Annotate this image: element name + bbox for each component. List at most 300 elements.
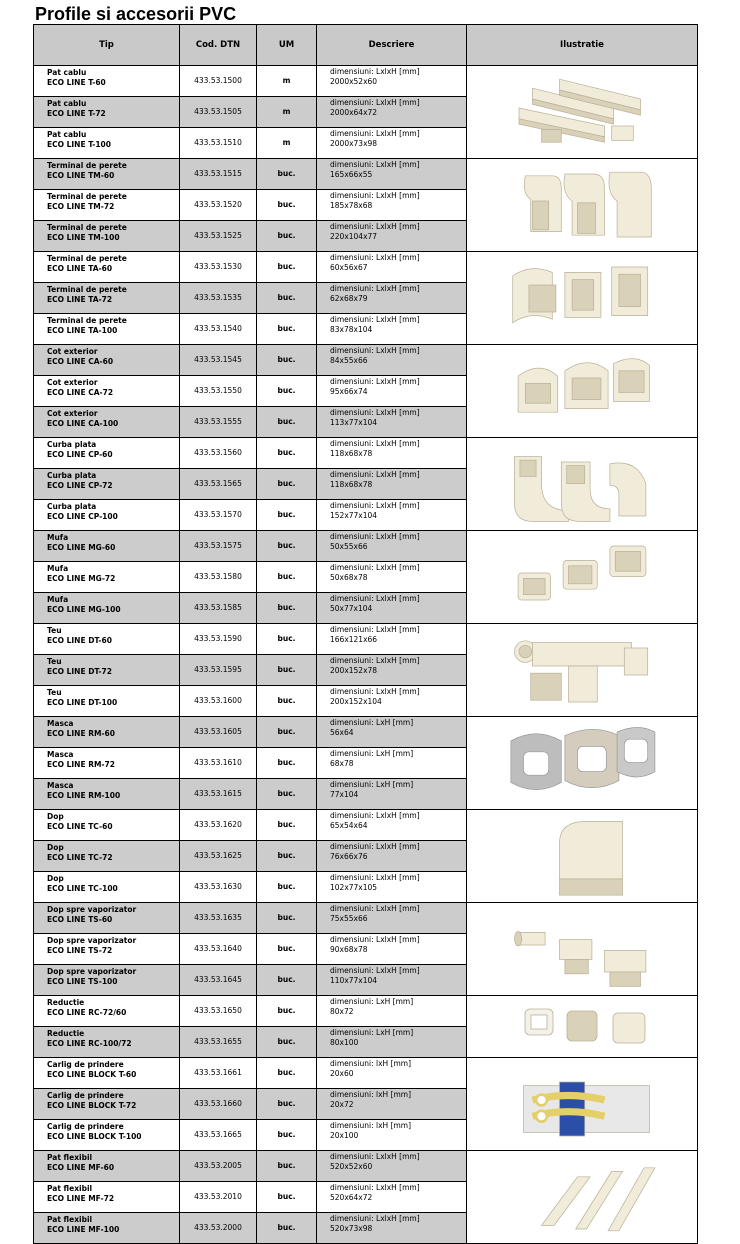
dimension-label: dimensiuni: LxlxH [mm] xyxy=(330,656,420,665)
dimension-value: 520x73x98 xyxy=(330,1224,373,1233)
product-model: ECO LINE MG-60 xyxy=(47,543,116,552)
cell-cod-dtn: 433.53.1590 xyxy=(180,624,257,655)
cell-cod-dtn: 433.53.1645 xyxy=(180,965,257,996)
product-model: ECO LINE CA-100 xyxy=(47,419,119,428)
cell-um: buc. xyxy=(257,376,317,407)
sleeve-coupling-illustration xyxy=(467,531,698,624)
cell-cod-dtn: 433.53.2000 xyxy=(180,1213,257,1244)
product-model: ECO LINE BLOCK T-100 xyxy=(47,1132,142,1141)
product-model: ECO LINE TA-60 xyxy=(47,264,113,273)
cell-um: buc. xyxy=(257,1089,317,1120)
cell-descriere xyxy=(317,717,467,748)
header-um: UM xyxy=(257,25,317,66)
product-model: ECO LINE TA-100 xyxy=(47,326,118,335)
cell-um: buc. xyxy=(257,1182,317,1213)
product-model: ECO LINE MG-100 xyxy=(47,605,121,614)
cell-um: buc. xyxy=(257,1151,317,1182)
dimension-label: dimensiuni: lxH [mm] xyxy=(330,1059,412,1068)
dimension-value: 185x78x68 xyxy=(330,201,373,210)
reducer-illustration xyxy=(467,996,698,1058)
product-model: ECO LINE TS-100 xyxy=(47,977,118,986)
product-name: Dop spre vaporizator xyxy=(47,967,137,976)
cell-um: buc. xyxy=(257,717,317,748)
dimension-value: 80x72 xyxy=(330,1007,354,1016)
cell-um: buc. xyxy=(257,841,317,872)
table-body xyxy=(34,66,698,1244)
dimension-value: 220x104x77 xyxy=(330,232,378,241)
table-row xyxy=(34,159,698,190)
cell-cod-dtn: 433.53.1505 xyxy=(180,97,257,128)
product-model: ECO LINE CA-60 xyxy=(47,357,114,366)
flexible-tray-illustration-image xyxy=(492,1157,672,1238)
cell-cod-dtn: 433.53.1535 xyxy=(180,283,257,314)
product-model: ECO LINE RM-60 xyxy=(47,729,115,738)
cell-descriere xyxy=(317,1058,467,1089)
wall-terminal-tm-illustration-image xyxy=(492,165,672,246)
cell-cod-dtn: 433.53.1610 xyxy=(180,748,257,779)
dimension-label: dimensiuni: LxlxH [mm] xyxy=(330,842,420,851)
page-title: Profile si accesorii PVC xyxy=(35,4,237,24)
product-name: Dop xyxy=(47,843,64,852)
product-model: ECO LINE MG-72 xyxy=(47,574,116,583)
wall-terminal-tm-illustration xyxy=(467,159,698,252)
dimension-label: dimensiuni: LxlxH [mm] xyxy=(330,377,420,386)
cell-cod-dtn: 433.53.1661 xyxy=(180,1058,257,1089)
cell-cod-dtn: 433.53.1500 xyxy=(180,66,257,97)
cell-cod-dtn: 433.53.1640 xyxy=(180,934,257,965)
cell-um: buc. xyxy=(257,655,317,686)
dimension-label: dimensiuni: LxlxH [mm] xyxy=(330,222,420,231)
dimension-label: dimensiuni: LxlxH [mm] xyxy=(330,1183,420,1192)
dimension-label: dimensiuni: LxlxH [mm] xyxy=(330,253,420,262)
table-row xyxy=(34,345,698,376)
mounting-clip-illustration xyxy=(467,1058,698,1151)
product-model: ECO LINE CP-72 xyxy=(47,481,113,490)
dimension-value: 166x121x66 xyxy=(330,635,378,644)
cell-tip xyxy=(34,500,180,531)
cell-cod-dtn: 433.53.1550 xyxy=(180,376,257,407)
cell-tip xyxy=(34,159,180,190)
table-row xyxy=(34,66,698,97)
table-row xyxy=(34,903,698,934)
product-model: ECO LINE TC-100 xyxy=(47,884,118,893)
product-name: Curba plata xyxy=(47,502,97,511)
product-model: ECO LINE MF-100 xyxy=(47,1225,120,1234)
product-model: ECO LINE RC-100/72 xyxy=(47,1039,132,1048)
dimension-value: 50x68x78 xyxy=(330,573,368,582)
tee-illustration-image xyxy=(492,630,672,711)
wall-terminal-ta-illustration xyxy=(467,252,698,345)
cell-descriere xyxy=(317,748,467,779)
product-model: ECO LINE TM-60 xyxy=(47,171,115,180)
cell-tip xyxy=(34,376,180,407)
product-model: ECO LINE TC-60 xyxy=(47,822,113,831)
product-model: ECO LINE DT-72 xyxy=(47,667,112,676)
table-row xyxy=(34,717,698,748)
cell-um: buc. xyxy=(257,314,317,345)
cell-tip xyxy=(34,686,180,717)
cell-um: buc. xyxy=(257,624,317,655)
product-model: ECO LINE DT-100 xyxy=(47,698,118,707)
dimension-value: 56x64 xyxy=(330,728,354,737)
cell-tip xyxy=(34,1182,180,1213)
dimension-label: dimensiuni: LxlxH [mm] xyxy=(330,594,420,603)
cell-um: m xyxy=(257,97,317,128)
cell-descriere xyxy=(317,252,467,283)
cell-cod-dtn: 433.53.1510 xyxy=(180,128,257,159)
cell-um: buc. xyxy=(257,1213,317,1244)
cell-cod-dtn: 433.53.1525 xyxy=(180,221,257,252)
dimension-value: 77x104 xyxy=(330,790,359,799)
dimension-value: 75x55x66 xyxy=(330,914,368,923)
table-row xyxy=(34,531,698,562)
product-model: ECO LINE BLOCK T-72 xyxy=(47,1101,137,1110)
dimension-label: dimensiuni: LxlxH [mm] xyxy=(330,346,420,355)
cell-descriere xyxy=(317,469,467,500)
cell-tip xyxy=(34,407,180,438)
product-name: Masca xyxy=(47,719,74,728)
dimension-label: dimensiuni: LxlxH [mm] xyxy=(330,904,420,913)
cell-um: buc. xyxy=(257,252,317,283)
dimension-label: dimensiuni: LxlxH [mm] xyxy=(330,408,420,417)
table-row xyxy=(34,438,698,469)
dimension-value: 80x100 xyxy=(330,1038,359,1047)
cell-tip xyxy=(34,1027,180,1058)
cell-cod-dtn: 433.53.1575 xyxy=(180,531,257,562)
dimension-value: 60x56x67 xyxy=(330,263,368,272)
cell-tip xyxy=(34,1151,180,1182)
product-model: ECO LINE T-60 xyxy=(47,78,106,87)
cell-tip xyxy=(34,66,180,97)
evaporator-cap-illustration-image xyxy=(492,909,672,990)
cell-descriere xyxy=(317,345,467,376)
cell-cod-dtn: 433.53.1580 xyxy=(180,562,257,593)
cell-cod-dtn: 433.53.1665 xyxy=(180,1120,257,1151)
header-ilustratie: Ilustratie xyxy=(467,25,698,66)
dimension-label: dimensiuni: LxlxH [mm] xyxy=(330,1152,420,1161)
dimension-label: dimensiuni: LxlxH [mm] xyxy=(330,873,420,882)
cell-tip xyxy=(34,345,180,376)
product-name: Curba plata xyxy=(47,471,97,480)
cell-cod-dtn: 433.53.1600 xyxy=(180,686,257,717)
cell-descriere xyxy=(317,376,467,407)
cell-tip xyxy=(34,996,180,1027)
cell-cod-dtn: 433.53.1615 xyxy=(180,779,257,810)
cell-descriere xyxy=(317,655,467,686)
table-row xyxy=(34,624,698,655)
cell-cod-dtn: 433.53.1630 xyxy=(180,872,257,903)
cell-descriere xyxy=(317,686,467,717)
cell-cod-dtn: 433.53.1540 xyxy=(180,314,257,345)
header-cod-dtn: Cod. DTN xyxy=(180,25,257,66)
product-name: Terminal de perete xyxy=(47,254,127,263)
dimension-value: 165x66x55 xyxy=(330,170,373,179)
table-header-row xyxy=(34,25,698,66)
cell-tip xyxy=(34,841,180,872)
cell-um: buc. xyxy=(257,1120,317,1151)
dimension-value: 50x77x104 xyxy=(330,604,373,613)
cell-descriere xyxy=(317,779,467,810)
cell-um: buc. xyxy=(257,593,317,624)
cell-um: buc. xyxy=(257,872,317,903)
cell-cod-dtn: 433.53.1515 xyxy=(180,159,257,190)
product-model: ECO LINE MF-72 xyxy=(47,1194,115,1203)
product-name: Terminal de perete xyxy=(47,285,127,294)
cell-descriere xyxy=(317,996,467,1027)
product-name: Cot exterior xyxy=(47,347,98,356)
product-model: ECO LINE TS-72 xyxy=(47,946,113,955)
product-name: Mufa xyxy=(47,595,69,604)
end-cap-illustration-image xyxy=(492,816,672,897)
dimension-value: 20x60 xyxy=(330,1069,354,1078)
table-row xyxy=(34,810,698,841)
product-name: Dop xyxy=(47,812,64,821)
dimension-label: dimensiuni: LxH [mm] xyxy=(330,718,414,727)
cell-descriere xyxy=(317,128,467,159)
cell-um: buc. xyxy=(257,221,317,252)
cell-cod-dtn: 433.53.2005 xyxy=(180,1151,257,1182)
product-name: Curba plata xyxy=(47,440,97,449)
cell-cod-dtn: 433.53.2010 xyxy=(180,1182,257,1213)
cell-descriere xyxy=(317,221,467,252)
outer-elbow-illustration xyxy=(467,345,698,438)
dimension-label: dimensiuni: LxH [mm] xyxy=(330,997,414,1006)
cell-cod-dtn: 433.53.1520 xyxy=(180,190,257,221)
product-model: ECO LINE DT-60 xyxy=(47,636,112,645)
cell-tip xyxy=(34,221,180,252)
product-model: ECO LINE CP-100 xyxy=(47,512,118,521)
cell-tip xyxy=(34,624,180,655)
dimension-value: 2000x73x98 xyxy=(330,139,378,148)
product-name: Dop xyxy=(47,874,64,883)
cell-descriere xyxy=(317,438,467,469)
cell-um: buc. xyxy=(257,531,317,562)
product-model: ECO LINE T-72 xyxy=(47,109,106,118)
dimension-value: 200x152x78 xyxy=(330,666,378,675)
cell-um: buc. xyxy=(257,345,317,376)
cell-um: buc. xyxy=(257,810,317,841)
dimension-value: 20x72 xyxy=(330,1100,354,1109)
cell-cod-dtn: 433.53.1570 xyxy=(180,500,257,531)
cell-cod-dtn: 433.53.1530 xyxy=(180,252,257,283)
cell-um: buc. xyxy=(257,686,317,717)
cell-descriere xyxy=(317,593,467,624)
cell-tip xyxy=(34,128,180,159)
flat-curve-illustration-image xyxy=(492,444,672,525)
cell-cod-dtn: 433.53.1635 xyxy=(180,903,257,934)
cell-cod-dtn: 433.53.1605 xyxy=(180,717,257,748)
dimension-label: dimensiuni: LxlxH [mm] xyxy=(330,935,420,944)
dimension-label: dimensiuni: LxlxH [mm] xyxy=(330,284,420,293)
cell-um: buc. xyxy=(257,748,317,779)
dimension-label: dimensiuni: LxlxH [mm] xyxy=(330,98,420,107)
dimension-value: 113x77x104 xyxy=(330,418,378,427)
dimension-value: 520x52x60 xyxy=(330,1162,373,1171)
cell-um: m xyxy=(257,128,317,159)
table-row xyxy=(34,1058,698,1089)
product-model: ECO LINE TM-100 xyxy=(47,233,120,242)
cell-cod-dtn: 433.53.1620 xyxy=(180,810,257,841)
dimension-value: 118x68x78 xyxy=(330,480,373,489)
product-name: Terminal de perete xyxy=(47,316,127,325)
product-name: Pat cablu xyxy=(47,68,87,77)
end-cap-illustration xyxy=(467,810,698,903)
cell-tip xyxy=(34,438,180,469)
cell-cod-dtn: 433.53.1650 xyxy=(180,996,257,1027)
dimension-label: dimensiuni: lxH [mm] xyxy=(330,1121,412,1130)
product-model: ECO LINE MF-60 xyxy=(47,1163,115,1172)
cell-tip xyxy=(34,779,180,810)
reducer-illustration-image xyxy=(492,1001,672,1053)
product-name: Masca xyxy=(47,781,74,790)
cell-descriere xyxy=(317,934,467,965)
dimension-value: 90x68x78 xyxy=(330,945,368,954)
cell-descriere xyxy=(317,66,467,97)
dimension-label: dimensiuni: LxlxH [mm] xyxy=(330,315,420,324)
cell-um: buc. xyxy=(257,779,317,810)
product-model: ECO LINE CP-60 xyxy=(47,450,113,459)
cell-um: buc. xyxy=(257,903,317,934)
cable-tray-illustration-image xyxy=(492,72,672,153)
dimension-value: 68x78 xyxy=(330,759,354,768)
dimension-value: 83x78x104 xyxy=(330,325,373,334)
dimension-label: dimensiuni: LxlxH [mm] xyxy=(330,532,420,541)
cell-tip xyxy=(34,655,180,686)
product-model: ECO LINE CA-72 xyxy=(47,388,114,397)
dimension-value: 50x55x66 xyxy=(330,542,368,551)
product-model: ECO LINE RM-100 xyxy=(47,791,121,800)
product-name: Terminal de perete xyxy=(47,223,127,232)
cell-tip xyxy=(34,593,180,624)
cell-cod-dtn: 433.53.1565 xyxy=(180,469,257,500)
product-name: Teu xyxy=(47,657,62,666)
cell-descriere xyxy=(317,314,467,345)
product-model: ECO LINE TS-60 xyxy=(47,915,113,924)
product-name: Dop spre vaporizator xyxy=(47,905,137,914)
flexible-tray-illustration xyxy=(467,1151,698,1244)
cell-um: buc. xyxy=(257,1027,317,1058)
dimension-label: dimensiuni: LxlxH [mm] xyxy=(330,501,420,510)
table-row xyxy=(34,252,698,283)
cell-descriere xyxy=(317,159,467,190)
cell-um: buc. xyxy=(257,190,317,221)
cell-cod-dtn: 433.53.1545 xyxy=(180,345,257,376)
product-table xyxy=(33,24,698,1244)
dimension-value: 84x55x66 xyxy=(330,356,368,365)
cell-um: buc. xyxy=(257,996,317,1027)
cell-descriere xyxy=(317,810,467,841)
product-name: Mufa xyxy=(47,533,69,542)
product-model: ECO LINE RM-72 xyxy=(47,760,115,769)
product-name: Terminal de perete xyxy=(47,192,127,201)
product-name: Reductie xyxy=(47,998,85,1007)
dimension-value: 20x100 xyxy=(330,1131,359,1140)
cell-cod-dtn: 433.53.1585 xyxy=(180,593,257,624)
cell-um: buc. xyxy=(257,1058,317,1089)
cell-tip xyxy=(34,965,180,996)
product-model: ECO LINE BLOCK T-60 xyxy=(47,1070,137,1079)
dimension-value: 2000x52x60 xyxy=(330,77,378,86)
cell-descriere xyxy=(317,407,467,438)
product-name: Reductie xyxy=(47,1029,85,1038)
cell-um: buc. xyxy=(257,438,317,469)
cell-descriere xyxy=(317,97,467,128)
cell-descriere xyxy=(317,965,467,996)
cell-tip xyxy=(34,1213,180,1244)
cell-cod-dtn: 433.53.1595 xyxy=(180,655,257,686)
cell-tip xyxy=(34,562,180,593)
product-name: Teu xyxy=(47,626,62,635)
cell-cod-dtn: 433.53.1625 xyxy=(180,841,257,872)
dimension-value: 2000x64x72 xyxy=(330,108,378,117)
wall-terminal-ta-illustration-image xyxy=(492,258,672,339)
cell-um: buc. xyxy=(257,934,317,965)
product-name: Pat flexibil xyxy=(47,1215,93,1224)
cell-um: buc. xyxy=(257,407,317,438)
dimension-label: dimensiuni: LxlxH [mm] xyxy=(330,470,420,479)
cell-tip xyxy=(34,748,180,779)
cell-descriere xyxy=(317,283,467,314)
dimension-value: 76x66x76 xyxy=(330,852,368,861)
dimension-label: dimensiuni: LxlxH [mm] xyxy=(330,439,420,448)
cell-um: buc. xyxy=(257,562,317,593)
cell-tip xyxy=(34,934,180,965)
cell-tip xyxy=(34,97,180,128)
cell-descriere xyxy=(317,1120,467,1151)
cell-descriere xyxy=(317,841,467,872)
dimension-label: dimensiuni: LxlxH [mm] xyxy=(330,563,420,572)
cable-tray-illustration xyxy=(467,66,698,159)
product-model: ECO LINE TA-72 xyxy=(47,295,113,304)
dimension-label: dimensiuni: LxlxH [mm] xyxy=(330,625,420,634)
dimension-value: 118x68x78 xyxy=(330,449,373,458)
product-name: Dop spre vaporizator xyxy=(47,936,137,945)
cell-descriere xyxy=(317,624,467,655)
cell-descriere xyxy=(317,531,467,562)
dimension-value: 520x64x72 xyxy=(330,1193,373,1202)
cell-cod-dtn: 433.53.1560 xyxy=(180,438,257,469)
product-name: Carlig de prindere xyxy=(47,1060,124,1069)
product-model: ECO LINE TM-72 xyxy=(47,202,115,211)
dimension-label: dimensiuni: LxH [mm] xyxy=(330,749,414,758)
cell-tip xyxy=(34,314,180,345)
cell-um: buc. xyxy=(257,500,317,531)
cell-um: buc. xyxy=(257,159,317,190)
cell-um: buc. xyxy=(257,469,317,500)
cell-descriere xyxy=(317,562,467,593)
cell-descriere xyxy=(317,872,467,903)
dimension-value: 102x77x105 xyxy=(330,883,378,892)
product-name: Mufa xyxy=(47,564,69,573)
dimension-label: dimensiuni: LxlxH [mm] xyxy=(330,191,420,200)
dimension-label: dimensiuni: LxlxH [mm] xyxy=(330,1214,420,1223)
dimension-label: dimensiuni: LxlxH [mm] xyxy=(330,129,420,138)
cell-tip xyxy=(34,252,180,283)
evaporator-cap-illustration xyxy=(467,903,698,996)
cell-tip xyxy=(34,283,180,314)
cell-um: buc. xyxy=(257,965,317,996)
cell-descriere xyxy=(317,1027,467,1058)
product-model: ECO LINE RC-72/60 xyxy=(47,1008,127,1017)
product-name: Teu xyxy=(47,688,62,697)
flat-curve-illustration xyxy=(467,438,698,531)
product-model: ECO LINE TC-72 xyxy=(47,853,113,862)
wall-mask-illustration xyxy=(467,717,698,810)
dimension-label: dimensiuni: LxH [mm] xyxy=(330,780,414,789)
wall-mask-illustration-image xyxy=(492,723,672,804)
outer-elbow-illustration-image xyxy=(492,351,672,432)
product-name: Terminal de perete xyxy=(47,161,127,170)
